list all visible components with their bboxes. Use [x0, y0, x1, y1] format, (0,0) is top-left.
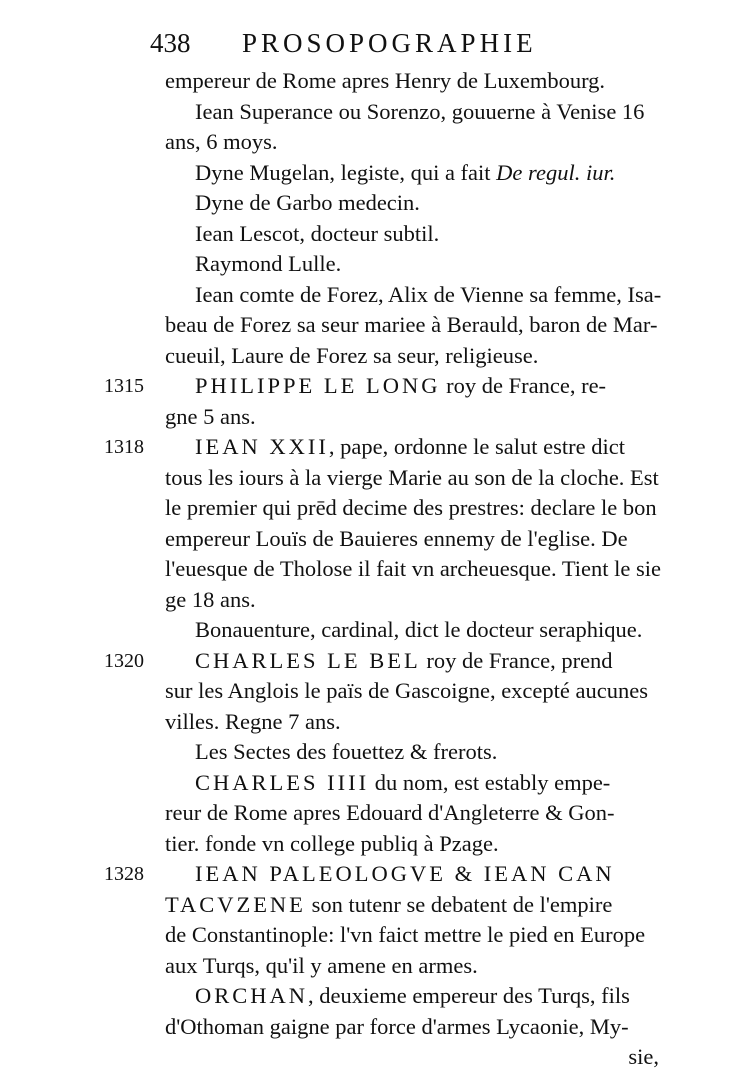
catchword: sie,	[628, 1044, 659, 1069]
text-line: Iean Lescot, docteur subtil.	[195, 220, 440, 246]
text-line: de Constantinople: l'vn faict mettre le pied en Europe	[165, 922, 646, 947]
text-line: le premier qui prēd decime des prestres: declare le bon	[165, 495, 657, 520]
entry-name: CHARLES IIII	[195, 769, 370, 795]
text-line: Bonauenture, cardinal, dict le docteur seraphique.	[195, 617, 643, 642]
margin-year: 1318	[104, 436, 144, 458]
text-line: sur les Anglois le païs de Gascoigne, excepté aucunes	[165, 678, 648, 703]
text-line: Raymond Lulle.	[195, 251, 342, 276]
entry-line	[165, 890, 665, 921]
entry-line	[104, 646, 665, 677]
text-run: , pape, ordonne le salut estre dict	[328, 434, 625, 459]
text-line	[165, 158, 665, 189]
text-line: reur de Rome apres Edouard d'Angleterre & Gon-	[165, 800, 615, 825]
text-line: ans, 6 moys.	[165, 129, 278, 154]
text-line: beau de Forez sa seur mariee à Berauld, baron de Mar-	[165, 312, 658, 337]
text-line: tier. fonde vn college publiq à Pzage.	[165, 830, 499, 856]
entry-name: ORCHAN	[195, 983, 309, 1008]
margin-year: 1315	[104, 375, 144, 397]
text-line: Iean comte de Forez, Alix de Vienne sa femme, Isa-	[195, 281, 662, 307]
text-line: Les Sectes des fouettez & frerots.	[195, 739, 498, 764]
body-text	[104, 66, 665, 1073]
text-line: gne 5 ans.	[165, 403, 256, 429]
margin-year: 1328	[104, 863, 144, 885]
italic-title: De regul. iur.	[496, 159, 616, 185]
text-run: Dyne Mugelan, legiste, qui a fait	[195, 159, 497, 185]
text-line: Dyne de Garbo medecin.	[195, 190, 420, 215]
entry-name: IEAN PALEOLOGVE & IEAN CAN	[195, 861, 615, 886]
text-line: d'Othoman gaigne par force d'armes Lycaonie, My-	[165, 1013, 629, 1039]
running-header	[150, 26, 537, 60]
page-title: PROSOPOGRAPHIE	[242, 28, 537, 58]
entry-line	[165, 981, 665, 1012]
text-line: villes. Regne 7 ans.	[165, 708, 341, 734]
text-line: ge 18 ans.	[165, 586, 256, 612]
margin-year: 1320	[104, 649, 144, 672]
page-number: 438	[150, 28, 191, 58]
text-run: , deuxieme empereur des Turqs, fils	[308, 983, 630, 1008]
text-run: son tutenr se debatent de l'empire	[305, 891, 613, 917]
text-line: empereur de Rome apres Henry de Luxembourg.	[165, 68, 606, 93]
entry-name: PHILIPPE LE LONG	[195, 373, 441, 398]
text-line: Iean Superance ou Sorenzo, gouuerne à Venise 16	[195, 98, 645, 124]
entry-line	[104, 432, 665, 463]
entry-line	[165, 768, 665, 799]
text-run: roy de France, prend	[420, 647, 613, 673]
text-line: aux Turqs, qu'il y amene en armes.	[165, 952, 478, 978]
entry-line	[104, 859, 665, 890]
text-line: empereur Louïs de Bauieres ennemy de l'eglise. De	[165, 525, 628, 551]
text-line: tous les iours à la vierge Marie au son de la cloche. Est	[165, 464, 659, 490]
entry-name: TACVZENE	[165, 891, 306, 917]
entry-line	[104, 371, 665, 402]
text-line: l'euesque de Tholose il fait vn archeuesque. Tient le sie	[165, 556, 662, 581]
text-run: roy de France, re-	[440, 373, 607, 398]
text-run: du nom, est estably empe-	[369, 769, 611, 795]
text-line: cueuil, Laure de Forez sa seur, religieuse.	[165, 342, 539, 368]
entry-name: IEAN XXII	[195, 434, 329, 459]
entry-name: CHARLES LE BEL	[195, 647, 421, 673]
